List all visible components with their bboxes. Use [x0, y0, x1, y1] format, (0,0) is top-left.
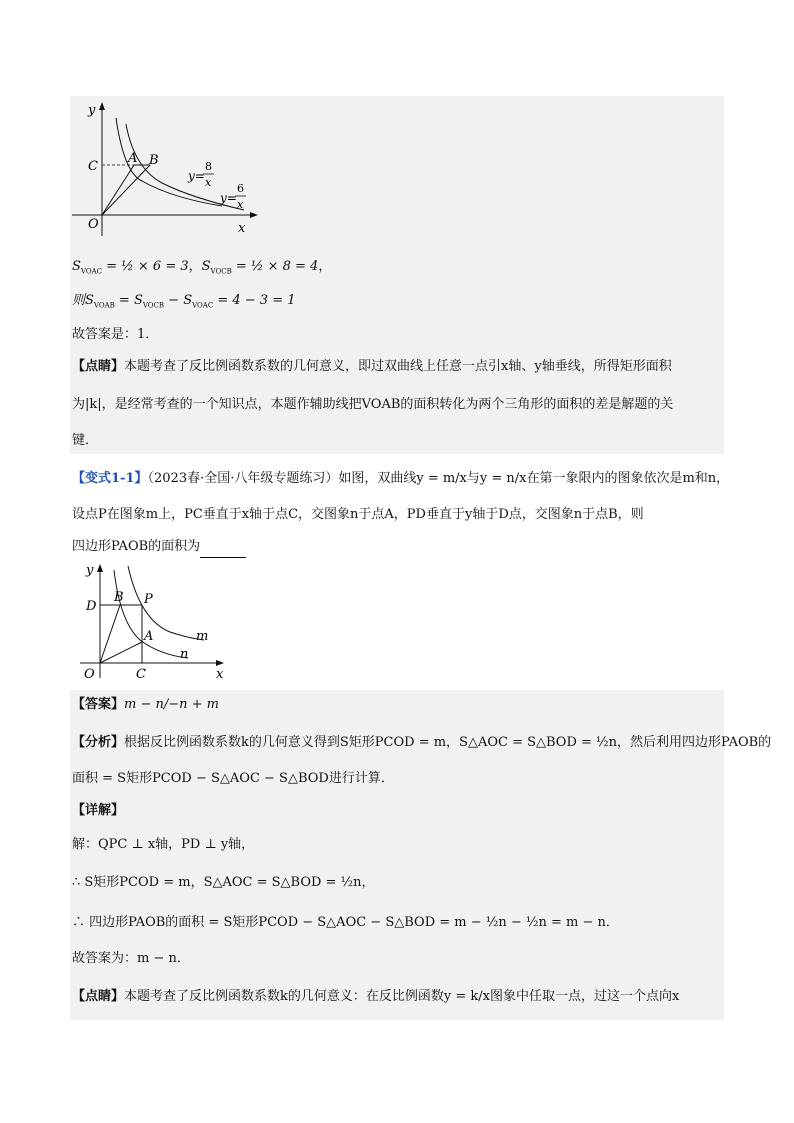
label2-b: B: [114, 590, 124, 605]
comment2-line: [72, 986, 679, 1008]
label2-x: x: [216, 667, 224, 682]
label2-o: O: [84, 667, 95, 682]
analysis-line-1: [72, 732, 771, 754]
comment-tag: 【点睛】: [72, 359, 125, 374]
label-c: C: [88, 159, 98, 174]
curve1-lhs: y=: [188, 169, 205, 183]
detail-line-1: 解：QPC ⊥ x轴，PD ⊥ y轴，: [72, 837, 255, 852]
variant-question: 四边形PAOB的面积为: [72, 539, 201, 554]
answer-text: m − n/−n + m: [124, 697, 220, 712]
comment-line-1: [72, 356, 672, 378]
variant-tag: 【变式1-1】: [72, 471, 148, 486]
answer-statement: 故答案是：1．: [72, 327, 159, 342]
separator: ，: [188, 259, 202, 274]
answer-line: [72, 694, 219, 716]
label2-d: D: [86, 599, 97, 614]
curve1-num: 8: [205, 160, 212, 173]
label2-p: P: [144, 592, 153, 607]
analysis-tag: 【分析】: [72, 735, 125, 750]
analysis-text: 根据反比例函数系数k的几何意义得到S矩形PCOD = m，S△AOC = S△BOD = ½n，然后利用四边形PAOB的: [124, 735, 772, 750]
formula-oac: $S_{VOAC}$ = ½ × 6 = 3: [72, 259, 189, 276]
curve1-den: x: [205, 176, 212, 189]
label-x: x: [238, 221, 246, 236]
answer-blank: [200, 543, 246, 558]
comment-text: 本题考查了反比例函数系数的几何意义，即过双曲线上任意一点引x轴、y轴垂线，所得矩形面积: [124, 359, 672, 374]
area-difference-line: 则$S_{VOAB} = S_{VOCB} - S_{VOAC} = 4 - 3 = 1$: [72, 293, 296, 310]
comment2-text: 本题考查了反比例函数系数k的几何意义：在反比例函数y = k/x图象中任取一点，过这一个点向x: [124, 989, 680, 1004]
variant-line-2: 设点P在图象m上，PC垂直于x轴于点C，交图象n于点A，PD垂直于y轴于D点，交图象n于点B，则: [72, 507, 644, 522]
curve2-num: 6: [237, 182, 244, 195]
figure-hyperbolas-1: [72, 98, 262, 238]
figure-hyperbolas-2: [80, 560, 230, 685]
label2-m: m: [196, 629, 209, 644]
label2-c: C: [136, 667, 146, 682]
comment-line-2: 为|k|，是经常考查的一个知识点，本题作辅助线把VOAB的面积转化为两个三角形的面积的差是解题的关: [72, 397, 674, 412]
label-a: A: [128, 151, 138, 166]
variant-line-3: [72, 536, 246, 558]
analysis-line-2: 面积 = S矩形PCOD − S△AOC − S△BOD进行计算．: [72, 771, 394, 786]
label2-n: n: [180, 647, 189, 662]
curve2-den: x: [237, 198, 244, 211]
detail-line-2: ∴ S矩形PCOD = m，S△AOC = S△BOD = ½n，: [72, 875, 375, 890]
label-o: O: [88, 217, 99, 232]
variant-line-1: [72, 468, 729, 490]
curve2-lhs: y=: [220, 191, 237, 205]
variant-text: （2023春·全国·八年级专题练习）如图，双曲线y = m/x与y = n/x在第一象限内的图象依次是m和n，: [147, 471, 730, 486]
separator-end: ，: [318, 259, 332, 274]
label2-a: A: [144, 629, 154, 644]
comment2-tag: 【点睛】: [72, 989, 125, 1004]
detail-tag: 【详解】: [72, 803, 125, 818]
detail-answer: 故答案为：m − n．: [72, 951, 190, 966]
area-formulas-line: [72, 256, 331, 283]
answer-tag: 【答案】: [72, 697, 125, 712]
label-b: B: [149, 153, 159, 168]
comment-line-3: 键．: [72, 433, 99, 448]
label-y: y: [88, 103, 96, 118]
detail-line-3: ∴ 四边形PAOB的面积 = S矩形PCOD − S△AOC − S△BOD = m − ½n − ½n = m − n．: [72, 915, 619, 930]
label2-y: y: [86, 563, 94, 578]
formula-ocb: $S_{VOCB}$ = ½ × 8 = 4: [201, 259, 319, 276]
